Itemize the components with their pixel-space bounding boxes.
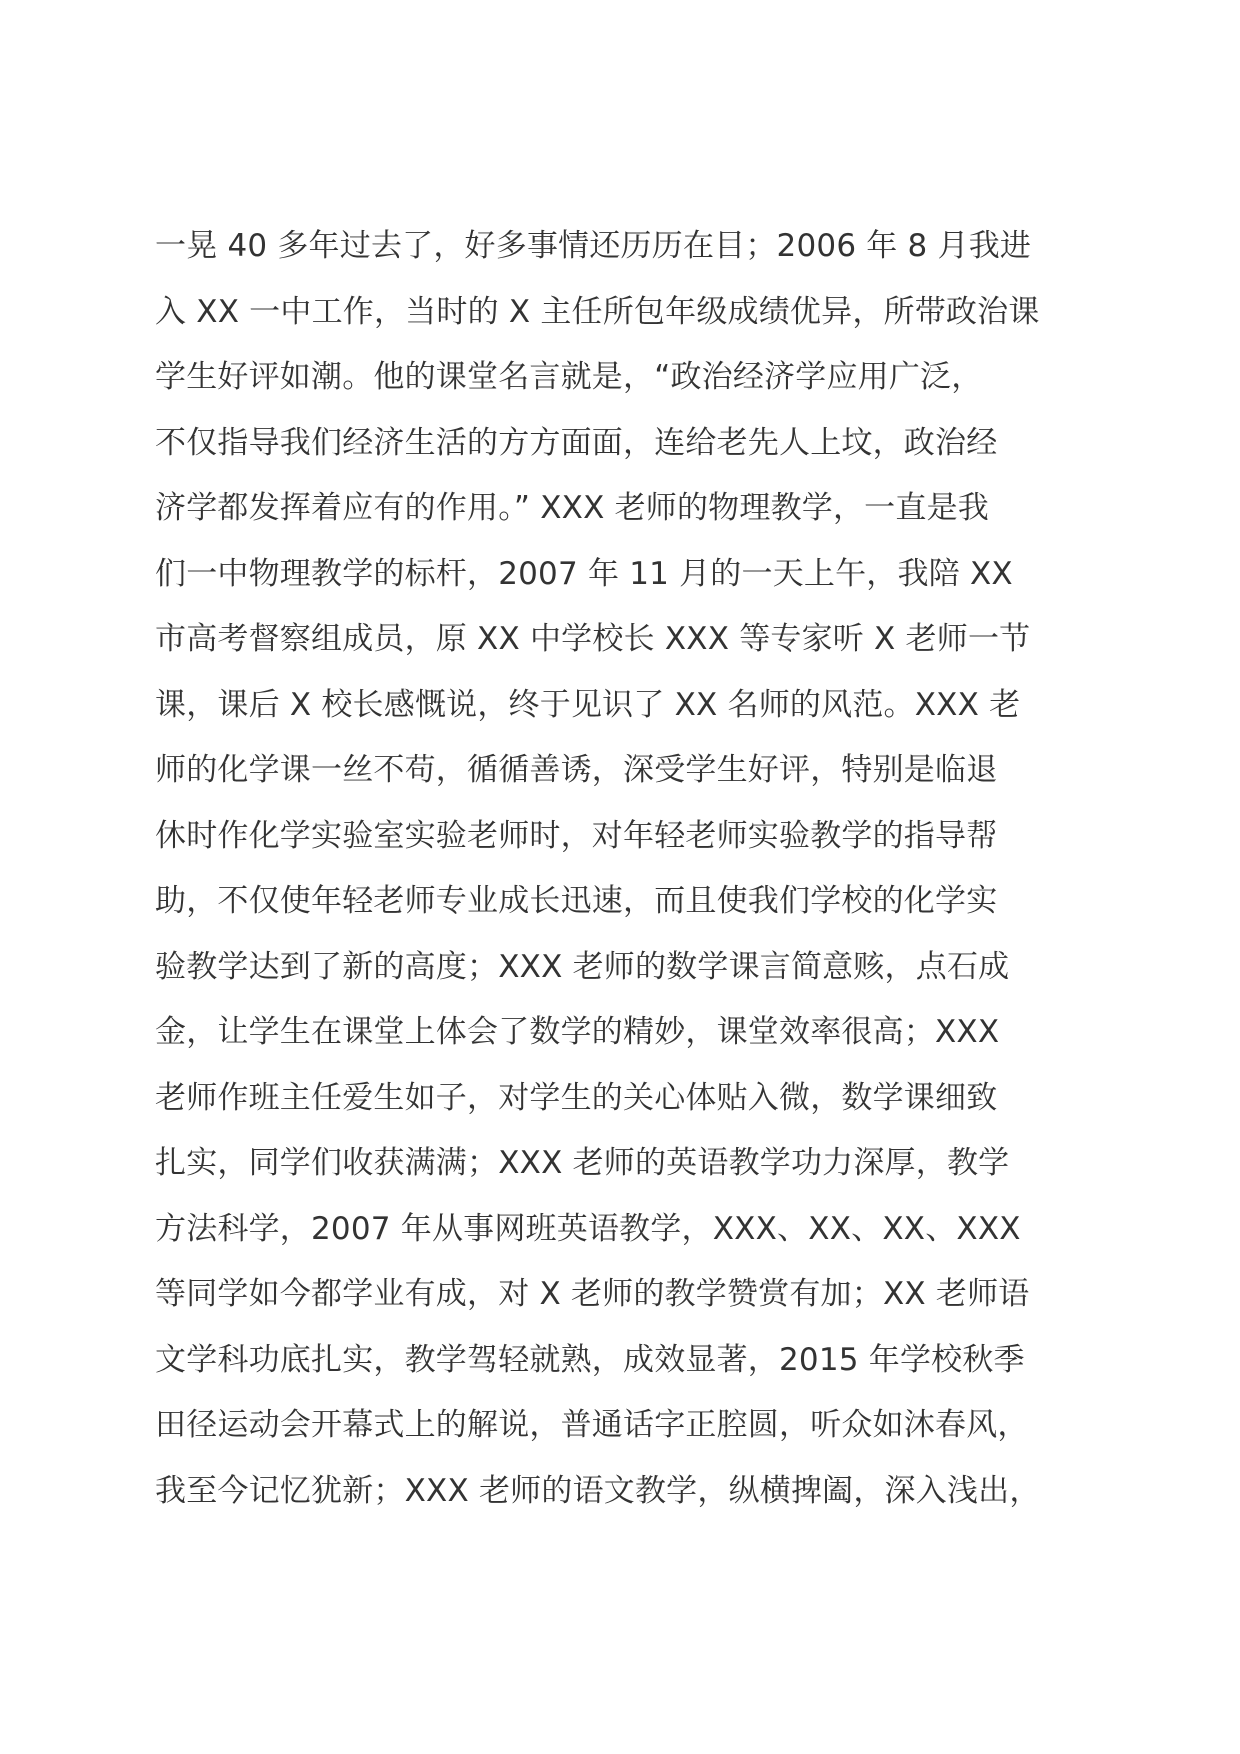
text-line: 课，课后 X 校长感慨说，终于见识了 XX 名师的风范。XXX 老 — [155, 686, 1021, 723]
text-line: 扎实，同学们收获满满；XXX 老师的英语教学功力深厚，教学 — [155, 1145, 1010, 1181]
text-line: 师的化学课一丝不苟，循循善诱，深受学生好评，特别是临退 — [155, 752, 998, 788]
text-line: 不仅指导我们经济生活的方方面面，连给老先人上坟，政治经 — [155, 424, 998, 461]
text-line: 方法科学，2007 年从事网班英语教学，XXX、XX、XX、XXX — [155, 1210, 1021, 1247]
text-line: 老师作班主任爱生如子，对学生的关心体贴入微，数学课细致 — [155, 1079, 998, 1116]
text-line: 济学都发挥着应有的作用。” XXX 老师的物理教学，一直是我 — [155, 490, 989, 526]
text-line: 验教学达到了新的高度；XXX 老师的数学课言简意赅，点石成 — [155, 948, 1010, 985]
text-line: 田径运动会开幕式上的解说，普通话字正腔圆，听众如沐春风， — [155, 1407, 1029, 1443]
text-line: 文学科功底扎实，教学驾轻就熟，成效显著，2015 年学校秋季 — [155, 1341, 1025, 1378]
text-line: 金，让学生在课堂上体会了数学的精妙，课堂效率很高；XXX — [155, 1014, 1000, 1050]
text-line: 市高考督察组成员，原 XX 中学校长 XXX 等专家听 X 老师一节 — [155, 621, 1031, 657]
text-line: 学生好评如潮。他的课堂名言就是，“政治经济学应用广泛， — [155, 359, 983, 395]
text-line: 等同学如今都学业有成，对 X 老师的教学赞赏有加；XX 老师语 — [155, 1276, 1030, 1312]
text-line: 我至今记忆犹新；XXX 老师的语文教学，纵横捭阖，深入浅出， — [155, 1472, 1041, 1509]
text-line: 一晃 40 多年过去了，好多事情还历历在目；2006 年 8 月我进 — [155, 228, 1032, 264]
text-line: 入 XX 一中工作，当时的 X 主任所包年级成绩优异，所带政治课 — [155, 293, 1040, 330]
text-line: 们一中物理教学的标杆，2007 年 11 月的一天上午，我陪 XX — [155, 555, 1013, 592]
body-paragraph — [155, 214, 1095, 1524]
text-line: 休时作化学实验室实验老师时，对年轻老师实验教学的指导帮 — [155, 817, 998, 854]
text-line: 助，不仅使年轻老师专业成长迅速，而且使我们学校的化学实 — [155, 883, 998, 919]
